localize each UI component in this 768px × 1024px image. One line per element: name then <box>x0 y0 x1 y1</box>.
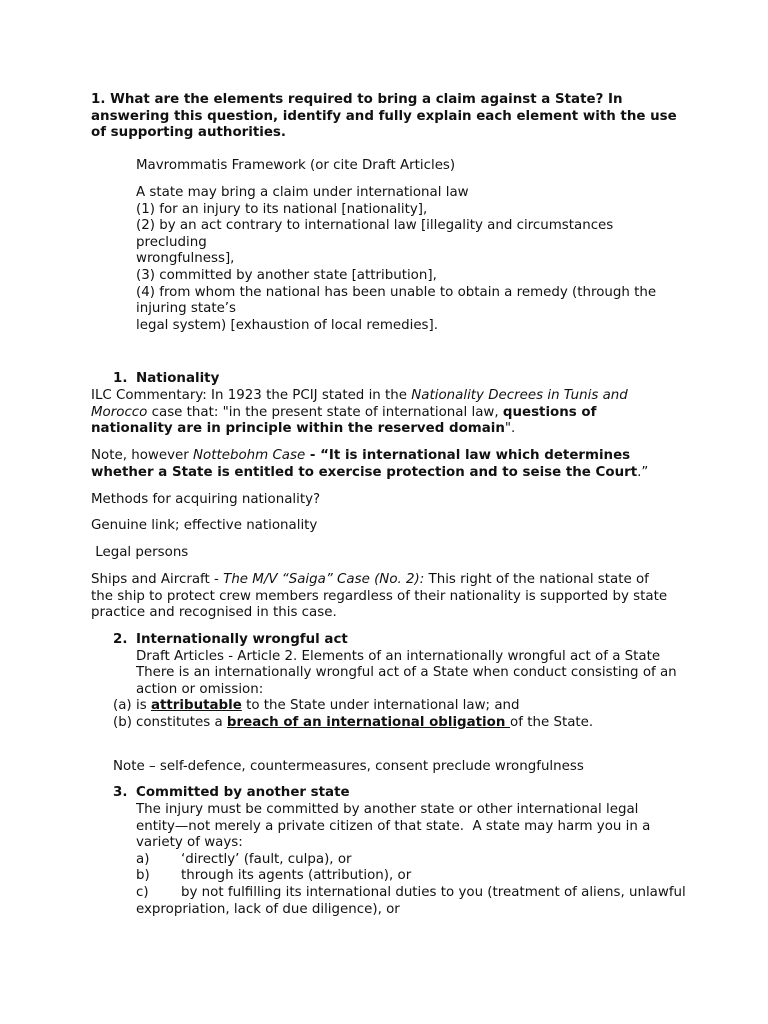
harm-way-c-text: by not fulfilling its international duties to you (treatment of aliens, unlawful expropriation, lack of due diligence), or <box>136 885 686 917</box>
harm-way-b-label: b) <box>136 868 150 883</box>
framework-line: Mavrommatis Framework (or cite Draft Articles) <box>136 158 456 173</box>
note-end: .” <box>637 464 649 480</box>
section-2-number: 2. <box>113 632 128 647</box>
ilc-emphasis: questions of nationality are in principle within the reserved domain <box>91 404 597 437</box>
intro-item-4a: (4) from whom the national has been unable to obtain a remedy (through the <box>136 284 657 300</box>
section-1-heading <box>113 371 693 388</box>
intro-item-1: (1) for an injury to its national [nationality], <box>136 201 428 217</box>
section-1-number: 1. <box>113 371 128 386</box>
attributable-emphasis: attributable <box>150 698 242 713</box>
element-a <box>113 698 693 715</box>
intro-item-4c: legal system) [exhaustion of local remedies]. <box>136 317 439 333</box>
breach-emphasis: breach of an international obligation <box>226 715 511 730</box>
note-case-name: Nottebohm Case <box>193 448 306 463</box>
harm-way-a-text: ‘directly’ (fault, culpa), or <box>181 852 352 867</box>
nottebohm-note <box>91 448 671 481</box>
intro-item-2c: wrongfulness], <box>136 251 235 267</box>
ilc-text: ILC Commentary: In 1923 the PCIJ stated in the <box>91 388 412 403</box>
question-heading: 1. What are the elements required to bring a claim against a State? In answering this question, identify and fully explain each element with the use of supporting authorities. <box>91 92 677 141</box>
harm-way-a <box>136 852 696 869</box>
ships-body: This right of the national state of the ship to protect crew members regardless of their nationality is supported by state practice and recognised in this case. <box>91 572 668 621</box>
harm-way-c-label: c) <box>136 885 149 900</box>
ilc-case-name: Nationality Decrees in Tunis and Morocco <box>91 388 628 420</box>
harm-way-b-text: through its agents (attribution), or <box>181 868 412 883</box>
harm-way-b <box>136 868 696 885</box>
legal-persons-line: Legal persons <box>91 545 189 560</box>
section-2-heading <box>113 632 693 649</box>
ilc-text-mid: case that: "in the present state of international law, <box>147 404 503 420</box>
section-3-paragraph: The injury must be committed by another state or other international legal entity—not merely a private citizen of that state. A state may harm you in a variety of ways: <box>136 802 655 851</box>
element-b <box>113 715 693 732</box>
section-2-title: Internationally wrongful act <box>136 632 348 647</box>
element-b-label: (b) <box>113 715 132 730</box>
ships-text: Ships and Aircraft - <box>91 572 224 587</box>
wrongful-act-definition: There is an internationally wrongful act of a State when conduct consisting of an action or omission: <box>136 665 677 697</box>
preclude-note: Note – self-defence, countermeasures, consent preclude wrongfulness <box>113 759 584 774</box>
ilc-commentary-paragraph <box>91 388 671 438</box>
element-b-pre: constitutes a <box>136 715 227 730</box>
intro-lead: A state may bring a claim under international law <box>136 185 469 200</box>
saiga-case-name: The M/V “Saiga” Case (No. 2): <box>223 572 425 587</box>
intro-item-4b: injuring state’s <box>136 301 237 317</box>
element-a-label: (a) <box>113 698 132 713</box>
ilc-text-end: ". <box>504 421 516 437</box>
element-a-post: to the State under international law; and <box>241 698 520 713</box>
section-3-title: Committed by another state <box>136 785 350 800</box>
element-b-post: of the State. <box>510 715 594 730</box>
harm-way-a-label: a) <box>136 852 150 867</box>
intro-item-2a: (2) by an act contrary to international law [illegality and circumstances <box>136 218 614 234</box>
harm-way-c <box>136 885 696 918</box>
intro-item-3: (3) committed by another state [attribution], <box>136 267 437 283</box>
ships-aircraft-paragraph <box>91 572 673 622</box>
note-emphasis: It is international law which determines whether a State is entitled to exercise protection and to seise the Court <box>91 448 638 480</box>
intro-paragraph <box>136 185 696 334</box>
element-a-pre: is <box>136 698 151 713</box>
intro-item-2b: precluding <box>136 234 207 250</box>
section-1-title: Nationality <box>136 371 220 386</box>
draft-articles-line: Draft Articles - Article 2. Elements of an internationally wrongful act of a State <box>136 649 661 664</box>
note-text: Note, however <box>91 448 194 463</box>
section-3-heading <box>113 785 693 802</box>
genuine-link-line: Genuine link; effective nationality <box>91 518 318 533</box>
note-dash: - “ <box>305 448 329 463</box>
section-3-number: 3. <box>113 785 128 800</box>
methods-line: Methods for acquiring nationality? <box>91 492 321 507</box>
